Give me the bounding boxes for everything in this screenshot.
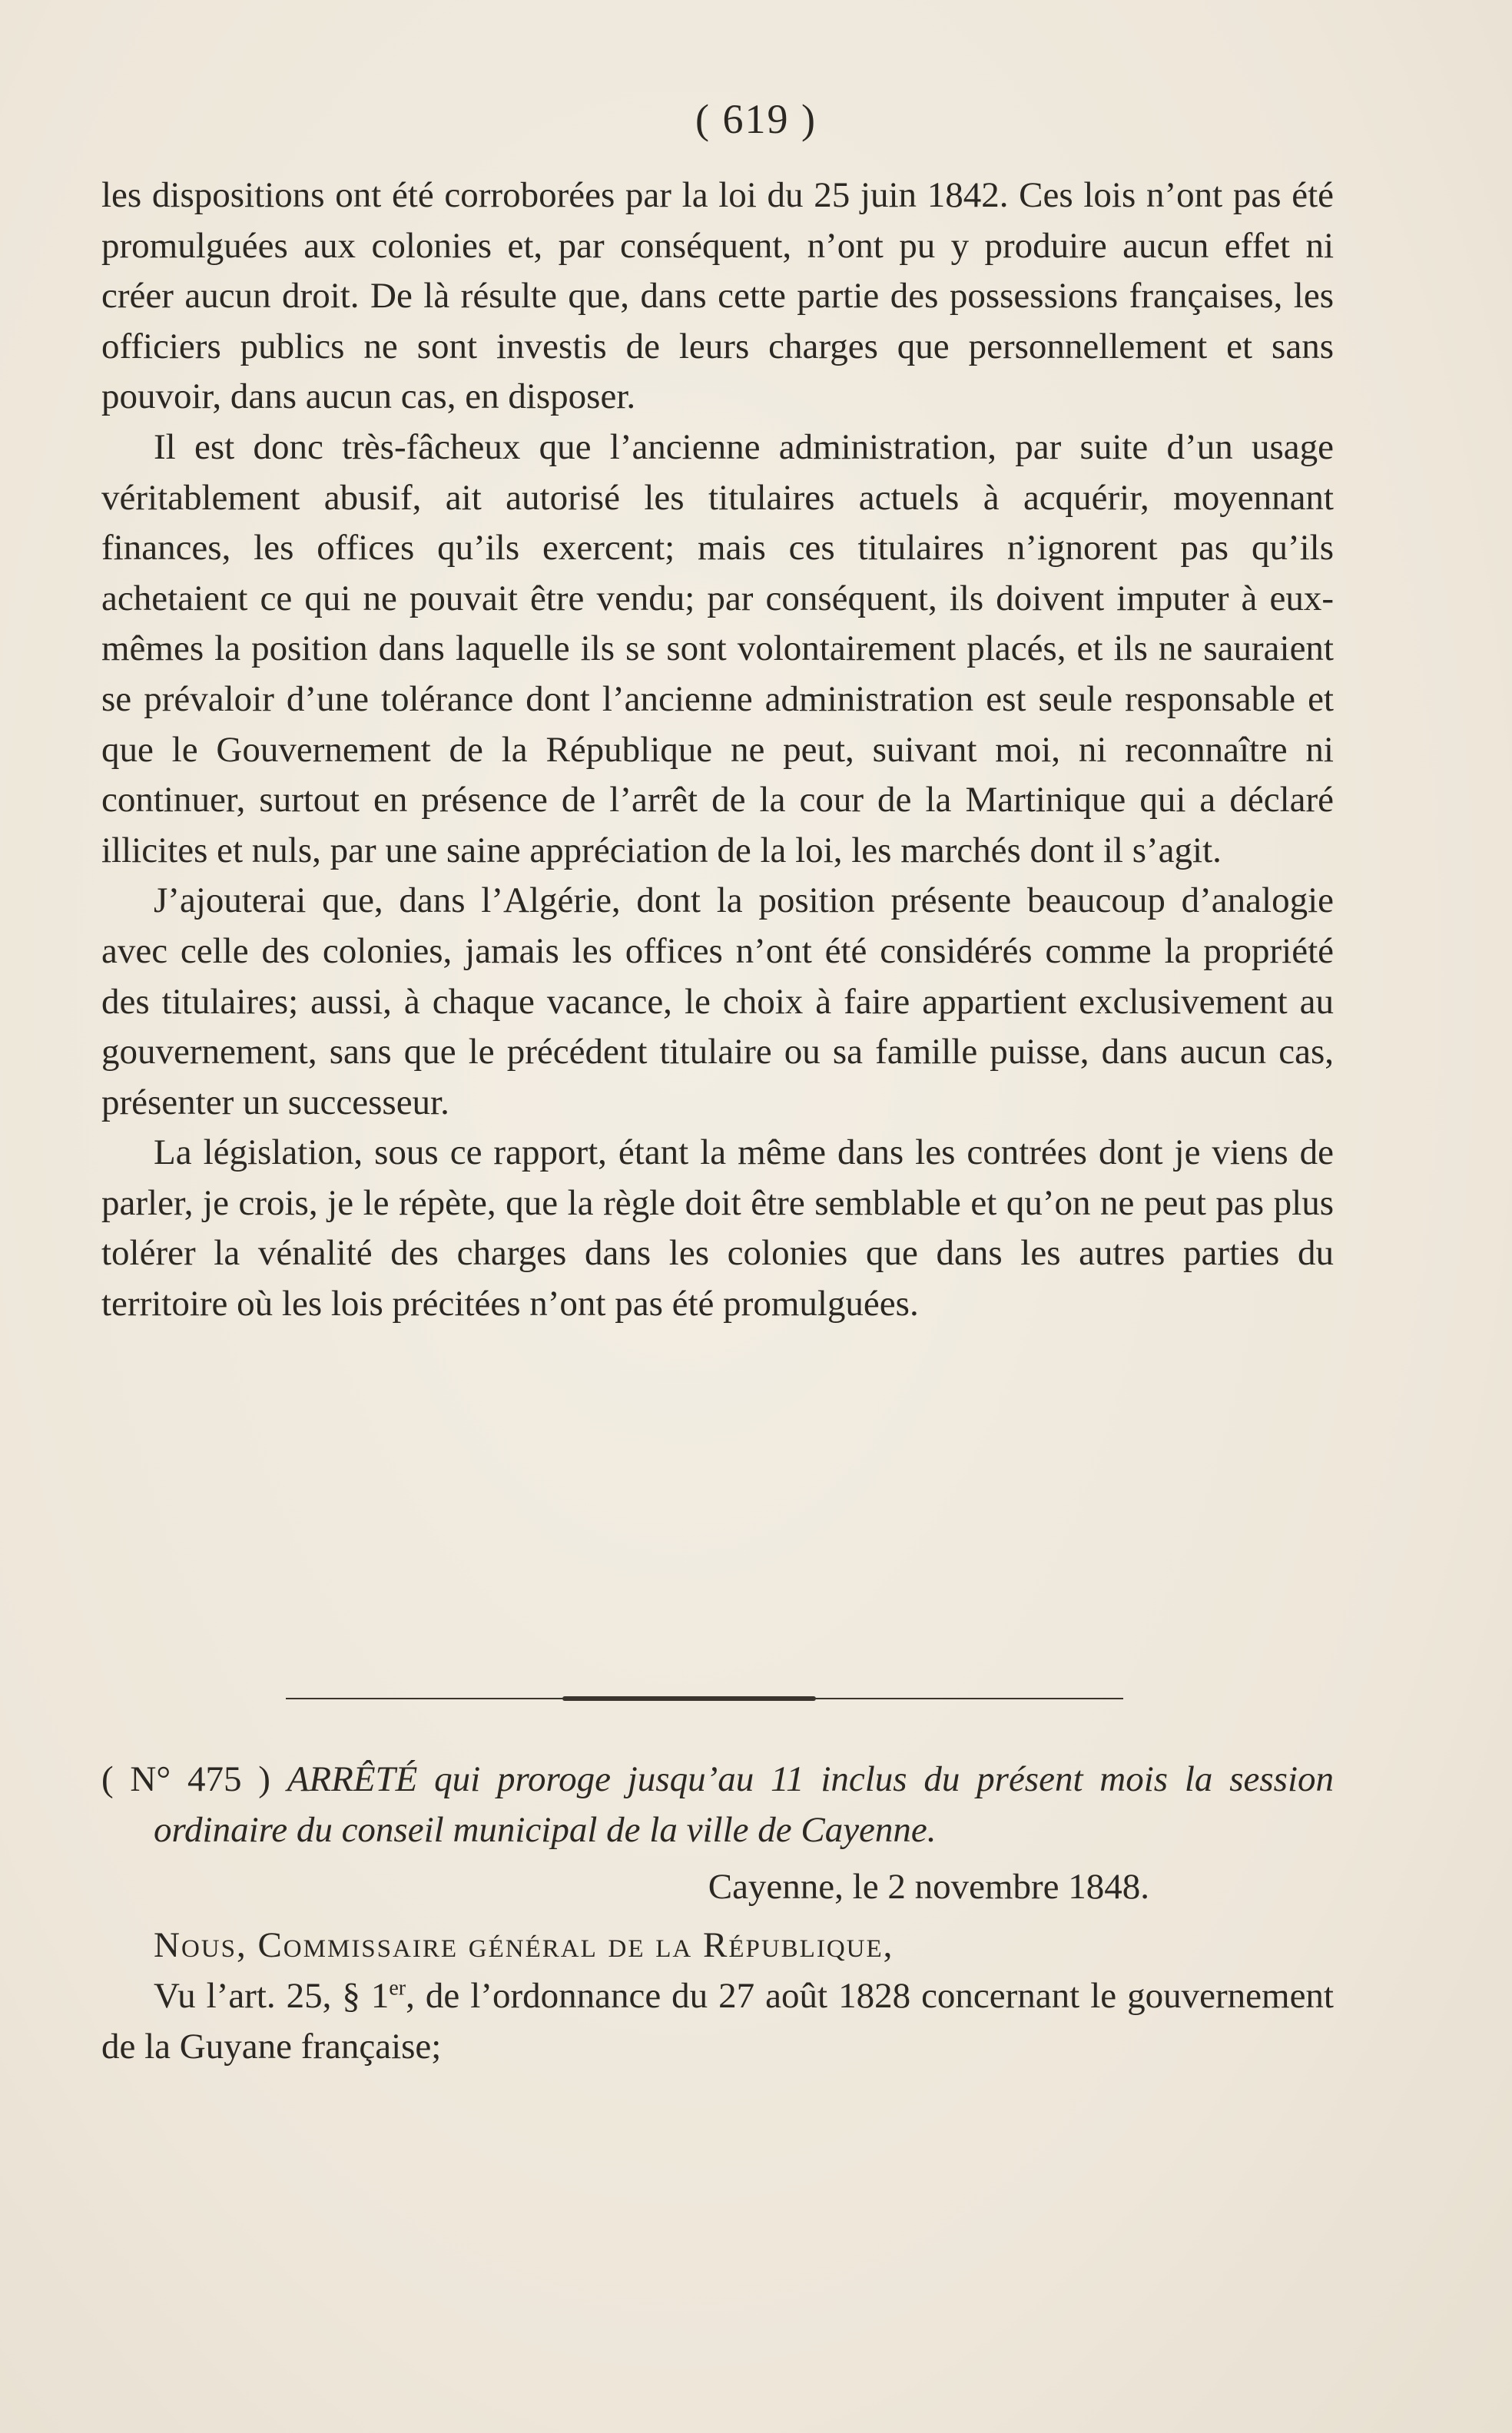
paragraph-1: les dispositions ont été corroborées par la loi du 25 juin 1842. Ces lois n’ont pas été promulguées aux colonies et, par conséquent, n’ont pu y produire aucun effet ni créer aucun droit. De là résulte que, dans cette partie des possessions françaises, les officiers publics ne sont investis de leurs charges que personnellement et sans pouvoir, dans aucun cas, en disposer.	[101, 175, 1334, 417]
decree-vu-prefix: Vu l’art. 25, § 1	[154, 1976, 390, 2016]
section-separator	[286, 1695, 1123, 1702]
decree-vu-rest: , de l’ordonnance du 27 août 1828 concernant le gouvernement de la Guyane française;	[101, 1976, 1334, 2067]
decree-number: ( N° 475 )	[101, 1759, 270, 1799]
separator-swell	[562, 1696, 816, 1701]
decree-section	[101, 1754, 1334, 2072]
decree-title: ARRÊTÉ qui proroge jusqu’au 11 inclus du présent mois la session ordinaire du conseil municipal de la ville de Cayenne.	[154, 1759, 1334, 1850]
paragraph-2: Il est donc très-fâcheux que l’ancienne administration, par suite d’un usage véritablement abusif, ait autorisé les titulaires actuels à acquérir, moyennant finances, les offices qu’ils exercent; mais ces titulaires n’ignorent pas qu’ils achetaient ce qui ne pouvait être vendu; par conséquent, ils doivent imputer à eux-mêmes la position dans laquelle ils se sont volontairement placés, et ils ne sauraient se prévaloir d’une tolérance dont l’ancienne administration est seule responsable et que le Gouvernement de la République ne peut, suivant moi, ni reconnaître ni continuer, surtout en présence de l’arrêt de la cour de la Martinique qui a déclaré illicites et nuls, par une saine appréciation de la loi, les marchés dont il s’agit.	[101, 426, 1334, 870]
paragraph-3: J’ajouterai que, dans l’Algérie, dont la position présente beaucoup d’analogie avec celle des colonies, jamais les offices n’ont été considérés comme la propriété des titulaires; aussi, à chaque vacance, le choix à faire appartient exclusivement au gouvernement, sans que le précédent titulaire ou sa famille puisse, dans aucun cas, présenter un successeur.	[101, 880, 1334, 1122]
decree-heading	[101, 1754, 1334, 1855]
decree-vu-superscript: er	[389, 1976, 406, 2000]
page-number: ( 619 )	[695, 96, 817, 142]
body-text	[101, 171, 1334, 1330]
decree-dateline: Cayenne, le 2 novembre 1848.	[708, 1867, 1149, 1907]
decree-authority: Nous, Commissaire général de la République,	[154, 1925, 894, 1965]
decree-vu	[101, 1971, 1334, 2072]
paragraph-4: La législation, sous ce rapport, étant la même dans les contrées dont je viens de parler, je crois, je le répète, que la règle doit être semblable et qu’on ne peut pas plus tolérer la vénalité des charges dans les colonies que dans les autres parties du territoire où les lois précitées n’ont pas été promulguées.	[101, 1132, 1334, 1324]
